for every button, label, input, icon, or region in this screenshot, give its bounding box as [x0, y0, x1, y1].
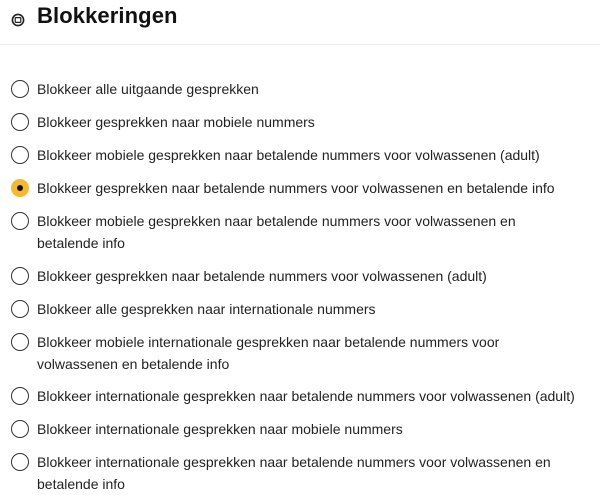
- radio-button[interactable]: [11, 80, 29, 98]
- option-label: Blokkeer alle uitgaande gesprekken: [37, 81, 259, 97]
- option-block-mobile[interactable]: [0, 111, 600, 133]
- option-block-all-outgoing[interactable]: [0, 78, 600, 100]
- option-block-international-premium-adult[interactable]: [0, 385, 600, 407]
- radio-button[interactable]: [11, 113, 29, 131]
- radio-button-selected[interactable]: [11, 179, 29, 197]
- option-label: Blokkeer internationale gesprekken naar betalende nummers voor volwassenen en betalende info: [37, 454, 551, 492]
- option-label: Blokkeer alle gesprekken naar internationale nummers: [37, 301, 376, 317]
- option-label: Blokkeer mobiele internationale gesprekken naar betalende nummers voor volwassenen en betalende info: [37, 334, 500, 372]
- radio-button[interactable]: [11, 387, 29, 405]
- option-block-premium-adult[interactable]: [0, 265, 600, 287]
- page-header: [0, 0, 600, 45]
- radio-button[interactable]: [11, 420, 29, 438]
- radio-button[interactable]: [11, 267, 29, 285]
- radio-button[interactable]: [11, 333, 29, 351]
- blocked-circle-icon: [11, 13, 25, 27]
- option-label: Blokkeer gesprekken naar mobiele nummers: [37, 114, 315, 130]
- option-block-international-premium-adult-info[interactable]: [0, 451, 600, 495]
- option-block-international-mobile[interactable]: [0, 418, 600, 440]
- page-title: Blokkeringen: [37, 3, 178, 28]
- option-block-premium-adult-info[interactable]: [0, 177, 600, 199]
- option-label: Blokkeer gesprekken naar betalende nummers voor volwassenen (adult): [37, 268, 487, 284]
- radio-button[interactable]: [11, 300, 29, 318]
- radio-button[interactable]: [11, 453, 29, 471]
- option-block-mobile-premium-adult-info[interactable]: [0, 210, 600, 254]
- radio-button[interactable]: [11, 212, 29, 230]
- option-label: Blokkeer internationale gesprekken naar betalende nummers voor volwassenen (adult): [37, 388, 575, 404]
- radio-button[interactable]: [11, 146, 29, 164]
- option-block-mobile-premium-adult[interactable]: [0, 144, 600, 166]
- blocking-options-list: [0, 78, 600, 495]
- option-label: Blokkeer mobiele gesprekken naar betalende nummers voor volwassenen (adult): [37, 147, 540, 163]
- option-block-international[interactable]: [0, 298, 600, 320]
- option-block-mobile-international-premium[interactable]: [0, 331, 600, 375]
- option-label: Blokkeer mobiele gesprekken naar betalende nummers voor volwassenen en betalende info: [37, 213, 516, 251]
- option-label: Blokkeer gesprekken naar betalende nummers voor volwassenen en betalende info: [37, 180, 555, 196]
- option-label: Blokkeer internationale gesprekken naar mobiele nummers: [37, 421, 403, 437]
